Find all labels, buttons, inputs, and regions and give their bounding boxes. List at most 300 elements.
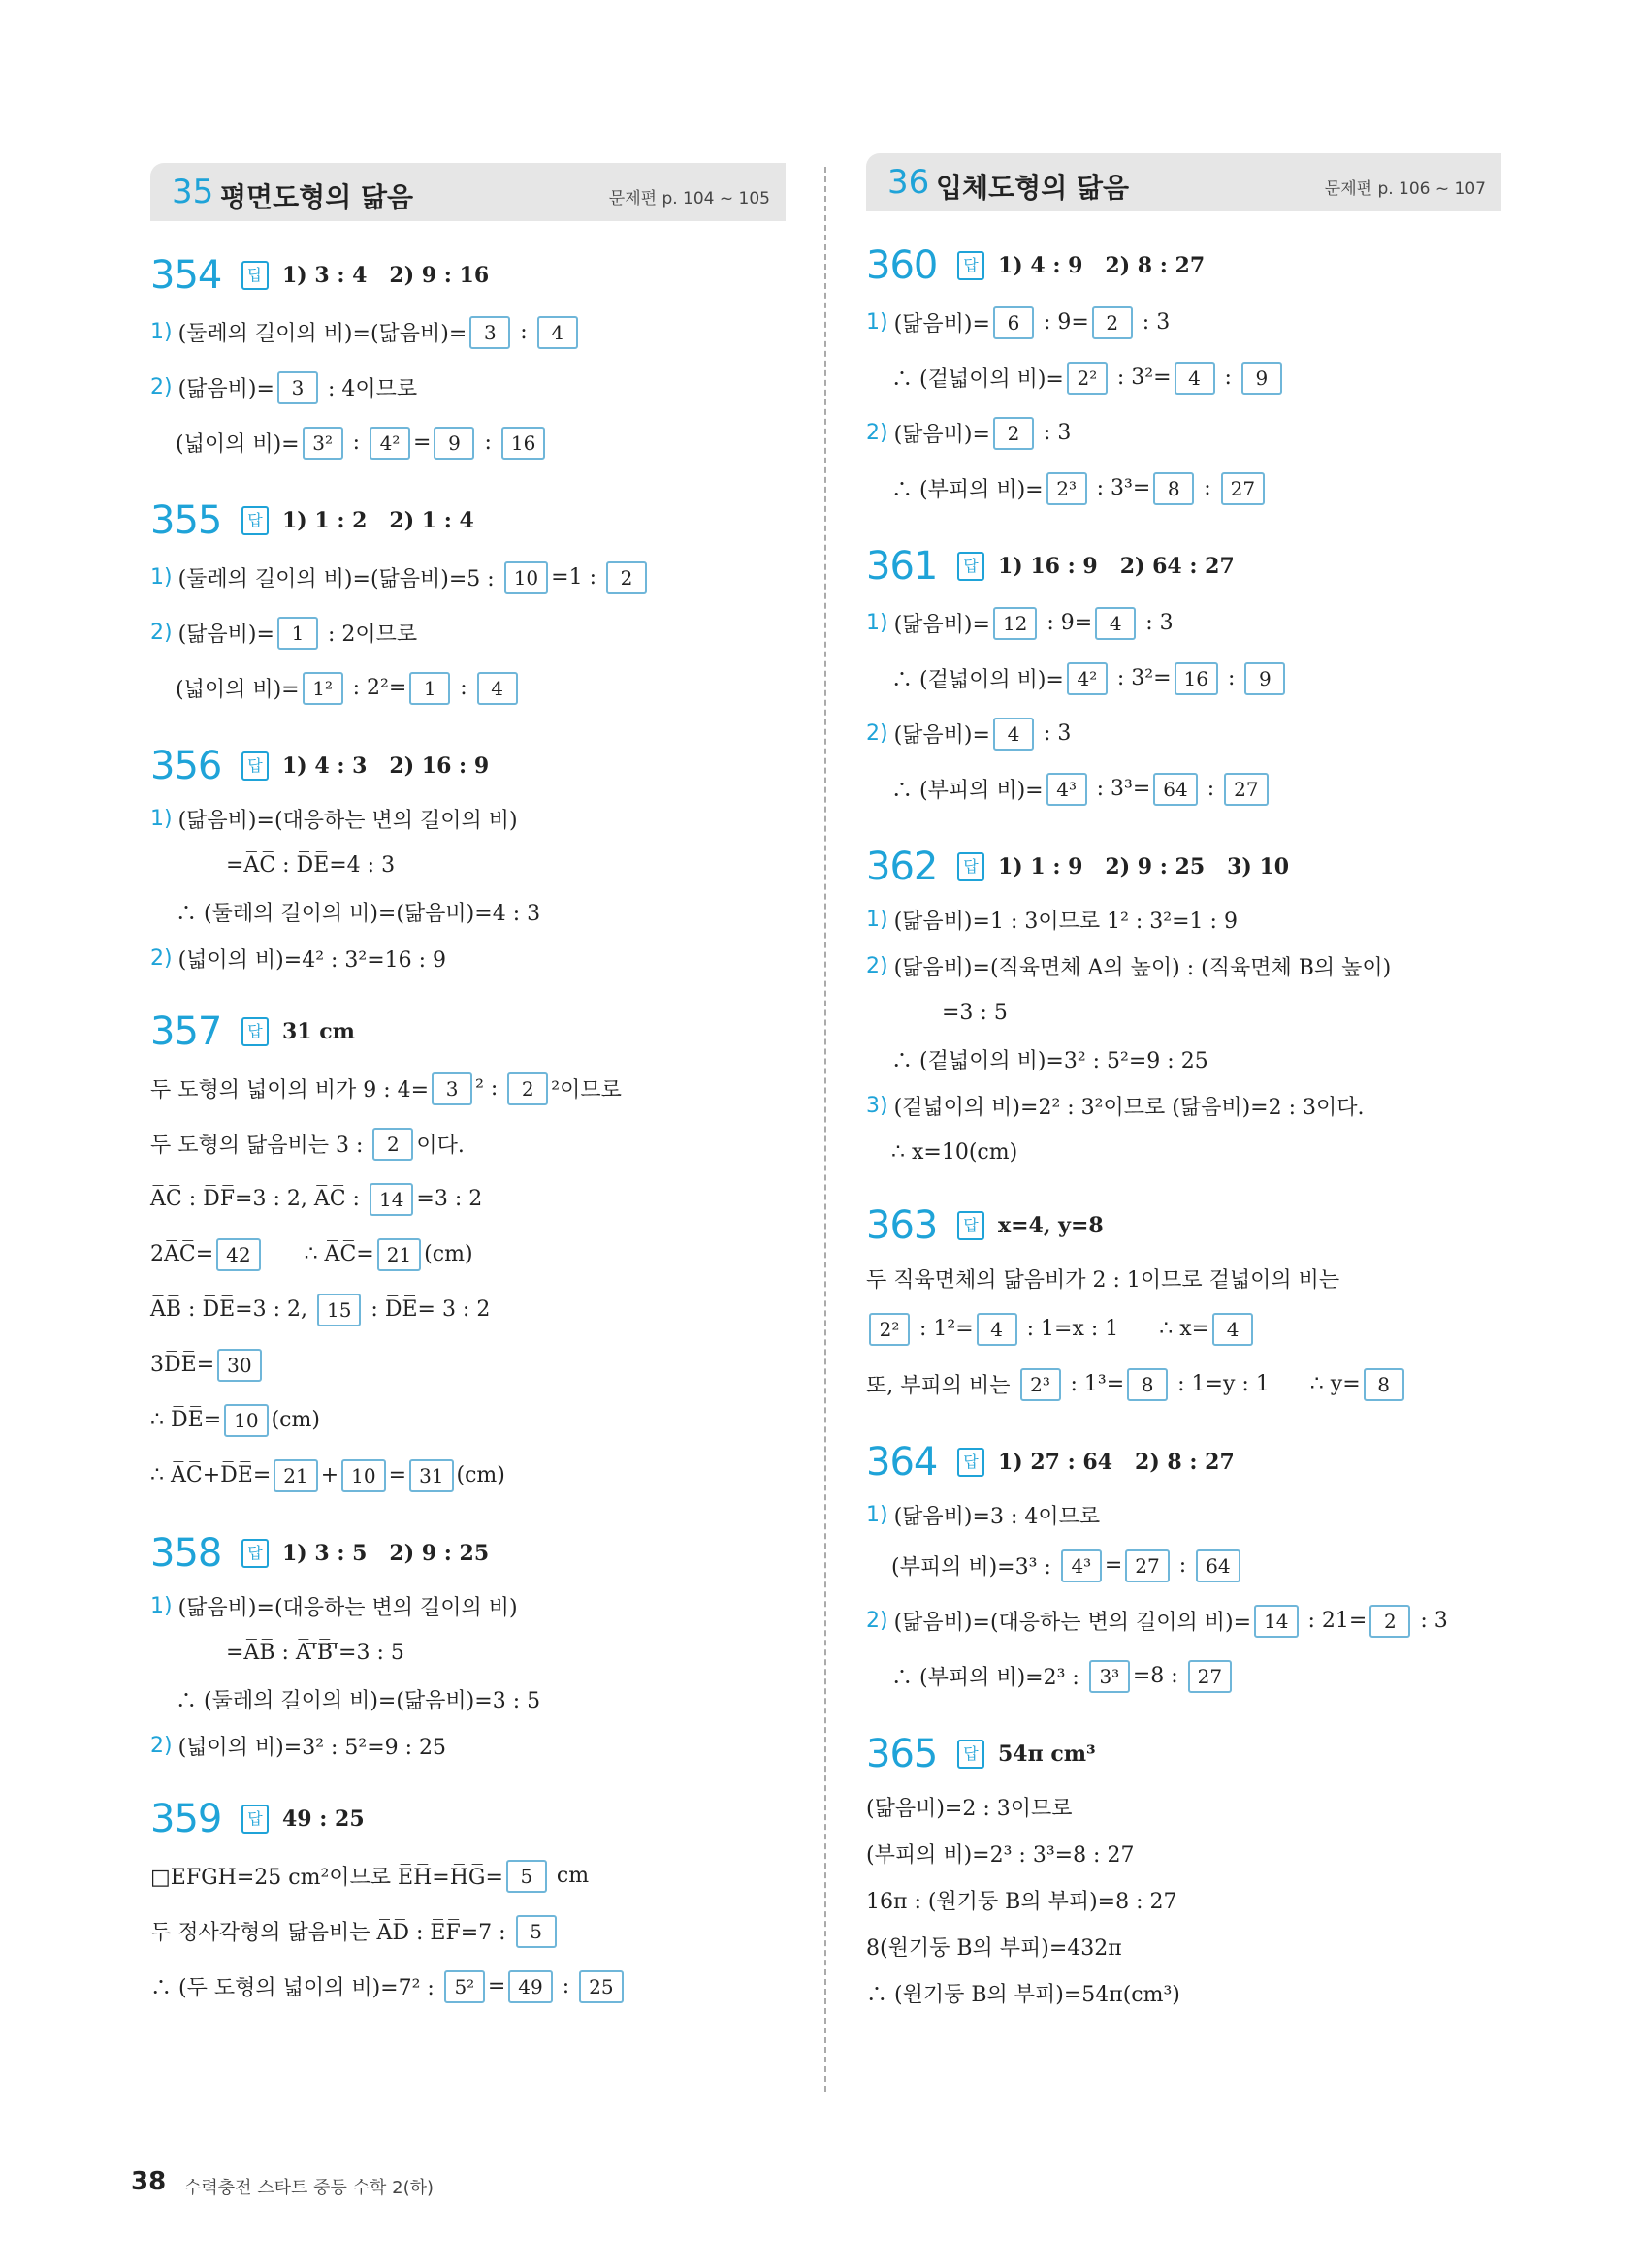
answer-badge: 답 bbox=[957, 251, 984, 280]
solution-line bbox=[866, 1876, 1501, 1923]
problem-361 bbox=[866, 537, 1501, 816]
solution-text: (닮음비)=3 : 4이므로 bbox=[893, 1504, 1101, 1529]
solution-line bbox=[150, 1848, 786, 1903]
solution-text: ² : bbox=[475, 1076, 505, 1101]
right-column bbox=[866, 163, 1501, 2037]
answer-box: 6 bbox=[993, 306, 1034, 339]
section-header-36 bbox=[866, 153, 1501, 211]
solution-line bbox=[150, 1676, 786, 1722]
solution-text: (닮음비)=2 : 3이므로 bbox=[866, 1796, 1073, 1821]
answer-box: 8 bbox=[1153, 472, 1194, 505]
answer-badge: 답 bbox=[241, 1805, 269, 1834]
answer-summary: 1) 1 : 2 2) 1 : 4 bbox=[282, 508, 474, 533]
answer-summary: 1) 4 : 3 2) 16 : 9 bbox=[282, 753, 490, 779]
solution-line bbox=[150, 1629, 786, 1676]
section-number: 36 bbox=[887, 163, 930, 202]
solution-line bbox=[150, 660, 786, 716]
sub-question-number: 1) bbox=[150, 320, 173, 344]
answer-summary: 1) 4 : 9 2) 8 : 27 bbox=[998, 253, 1206, 278]
solution-line bbox=[866, 295, 1501, 350]
solution-line bbox=[150, 360, 786, 415]
answer-box: 15 bbox=[317, 1294, 361, 1326]
problem-365 bbox=[866, 1725, 1501, 2016]
problem-356 bbox=[150, 737, 786, 981]
problem-364 bbox=[866, 1433, 1501, 1704]
solution-line bbox=[150, 1227, 786, 1282]
answer-box: 14 bbox=[370, 1183, 413, 1216]
answer-badge: 답 bbox=[957, 1211, 984, 1240]
solution-text: = bbox=[487, 1974, 506, 1998]
section-header-35 bbox=[150, 163, 786, 221]
solution-line bbox=[150, 842, 786, 888]
problem-354 bbox=[150, 246, 786, 470]
solution-text: : 1=x : 1 ∴ x= bbox=[1019, 1317, 1210, 1341]
solution-line bbox=[150, 1959, 786, 2014]
solution-text: =A̅B̅ : A̅'̅B̅'̅=3 : 5 bbox=[226, 1640, 404, 1665]
solution-text: (닮음비)=1 : 3이므로 1² : 3²=1 : 9 bbox=[893, 909, 1238, 934]
solution-text: (부피의 비)=3³ : bbox=[891, 1555, 1058, 1580]
solution-text: (겉넓이의 비)=2² : 3²이므로 (닮음비)=2 : 3이다. bbox=[893, 1095, 1365, 1120]
problem-header bbox=[150, 737, 786, 795]
solution-line bbox=[866, 1082, 1501, 1129]
answer-summary: 1) 3 : 5 2) 9 : 25 bbox=[282, 1541, 490, 1566]
sub-question-number: 2) bbox=[150, 1733, 173, 1758]
problem-header bbox=[866, 1433, 1501, 1491]
solution-text: =3 : 2 bbox=[416, 1187, 483, 1211]
answer-box: 2 bbox=[1369, 1605, 1410, 1638]
solution-text: ²이므로 bbox=[551, 1078, 622, 1102]
problem-number: 357 bbox=[150, 1009, 222, 1054]
sub-question-number: 2) bbox=[866, 721, 888, 746]
answer-badge: 답 bbox=[241, 1539, 269, 1568]
solution-text: (넓이의 비)= bbox=[176, 432, 300, 457]
solution-text: 두 도형의 넓이의 비가 9 : 4= bbox=[150, 1078, 430, 1102]
answer-box: 4 bbox=[1095, 607, 1136, 640]
sub-question-number: 1) bbox=[150, 1593, 173, 1618]
answer-box: 3² bbox=[303, 427, 343, 460]
section-title: 입체도형의 닮음 bbox=[936, 172, 1130, 204]
answer-badge: 답 bbox=[241, 751, 269, 781]
solution-text: (닮음비)= bbox=[893, 613, 990, 637]
solution-text: : bbox=[1217, 366, 1239, 390]
answer-box: 8 bbox=[1127, 1368, 1168, 1401]
sub-question-number: 3) bbox=[866, 1093, 888, 1118]
solution-text: : 1³= bbox=[1063, 1372, 1125, 1396]
answer-box: 4 bbox=[1175, 362, 1215, 395]
solution-line bbox=[150, 1282, 786, 1337]
problem-number: 356 bbox=[150, 744, 222, 788]
answer-box: 5² bbox=[444, 1970, 485, 2003]
answer-box: 5 bbox=[516, 1915, 557, 1948]
answer-box: 4³ bbox=[1046, 773, 1087, 806]
answer-badge: 답 bbox=[957, 852, 984, 881]
solution-line bbox=[150, 1582, 786, 1629]
solution-line bbox=[866, 989, 1501, 1036]
solution-text: =A̅C̅ : D̅E̅=4 : 3 bbox=[226, 852, 396, 878]
problem-number: 363 bbox=[866, 1203, 938, 1248]
solution-line bbox=[150, 888, 786, 935]
answer-box: 64 bbox=[1196, 1549, 1240, 1582]
solution-line bbox=[866, 1129, 1501, 1175]
section-reference: 문제편 p. 106 ~ 107 bbox=[1324, 179, 1486, 199]
answer-box: 4 bbox=[537, 316, 578, 349]
answer-box: 2 bbox=[993, 417, 1034, 450]
answer-summary: 54π cm³ bbox=[998, 1741, 1096, 1767]
solution-text: (둘레의 길이의 비)=(닮음비)= bbox=[177, 322, 467, 346]
problem-number: 354 bbox=[150, 253, 222, 298]
solution-text: 8(원기둥 B의 부피)=432π bbox=[866, 1935, 1122, 1961]
solution-text: : 3³= bbox=[1089, 777, 1151, 801]
answer-box: 4 bbox=[977, 1313, 1017, 1346]
problem-number: 355 bbox=[150, 498, 222, 543]
solution-text: (닮음비)= bbox=[177, 623, 274, 647]
solution-line bbox=[150, 1061, 786, 1116]
solution-text: : 1=y : 1 ∴ y= bbox=[1171, 1372, 1361, 1396]
answer-summary: 1) 1 : 9 2) 9 : 25 3) 10 bbox=[998, 854, 1290, 879]
solution-text: : bbox=[513, 320, 534, 344]
answer-box: 27 bbox=[1125, 1549, 1169, 1582]
answer-box: 3 bbox=[469, 316, 510, 349]
solution-text: ∴ (부피의 비)= bbox=[891, 478, 1044, 502]
problem-363 bbox=[866, 1197, 1501, 1412]
solution-text: 두 도형의 닮음비는 3 : bbox=[150, 1134, 370, 1158]
answer-summary: x=4, y=8 bbox=[998, 1213, 1104, 1238]
answer-box: 42 bbox=[216, 1238, 260, 1271]
solution-text: : 2이므로 bbox=[320, 623, 418, 647]
solution-text: : 3 bbox=[1135, 310, 1171, 335]
answer-summary: 31 cm bbox=[282, 1019, 355, 1044]
solution-text: 2A̅C̅= bbox=[150, 1242, 214, 1266]
answer-box: 27 bbox=[1221, 472, 1265, 505]
solution-text: : bbox=[555, 1974, 577, 1998]
solution-line bbox=[150, 1171, 786, 1227]
answer-badge: 답 bbox=[957, 552, 984, 581]
problem-header bbox=[150, 492, 786, 550]
problem-number: 361 bbox=[866, 544, 938, 589]
section-reference: 문제편 p. 104 ~ 105 bbox=[608, 189, 770, 208]
solution-text: (둘레의 길이의 비)=(닮음비)=5 : bbox=[177, 567, 501, 591]
solution-text: : 9= bbox=[1036, 310, 1089, 335]
problem-number: 362 bbox=[866, 845, 938, 889]
solution-line bbox=[866, 942, 1501, 989]
answer-box: 25 bbox=[579, 1970, 623, 2003]
solution-line bbox=[150, 1722, 786, 1769]
solution-line bbox=[150, 304, 786, 360]
answer-box: 2² bbox=[1067, 362, 1108, 395]
solution-text: ∴ (두 도형의 넓이의 비)=7² : bbox=[150, 1976, 441, 2000]
solution-text: : bbox=[1172, 1553, 1194, 1578]
answer-box: 31 bbox=[409, 1459, 453, 1492]
answer-box: 4 bbox=[1212, 1313, 1253, 1346]
answer-box: 4³ bbox=[1061, 1549, 1102, 1582]
solution-text: (닮음비)= bbox=[177, 377, 274, 401]
sub-question-number: 2) bbox=[866, 1609, 888, 1633]
answer-box: 2² bbox=[869, 1313, 910, 1346]
answer-box: 2 bbox=[507, 1072, 548, 1105]
solution-line bbox=[866, 761, 1501, 816]
solution-text: (닮음비)=(대응하는 변의 길이의 비) bbox=[177, 1595, 518, 1620]
answer-box: 10 bbox=[224, 1404, 268, 1437]
solution-text: = bbox=[388, 1463, 407, 1487]
solution-text: : bbox=[453, 676, 474, 700]
answer-box: 10 bbox=[504, 561, 548, 594]
solution-line bbox=[866, 1593, 1501, 1648]
answer-box: 12 bbox=[993, 607, 1037, 640]
answer-badge: 답 bbox=[957, 1740, 984, 1769]
solution-line bbox=[150, 605, 786, 660]
solution-text: 이다. bbox=[416, 1134, 465, 1158]
answer-box: 2³ bbox=[1046, 472, 1087, 505]
solution-text: □EFGH=25 cm²이므로 E̅H̅=H̅G̅= bbox=[150, 1866, 503, 1890]
problem-header bbox=[150, 1003, 786, 1061]
answer-box: 9 bbox=[434, 427, 474, 460]
solution-line bbox=[866, 706, 1501, 761]
solution-line bbox=[866, 461, 1501, 516]
solution-line bbox=[866, 350, 1501, 405]
solution-text: : 3 bbox=[1036, 421, 1072, 445]
solution-text: ∴ (둘레의 길이의 비)=(닮음비)=4 : 3 bbox=[176, 901, 541, 926]
section-title: 평면도형의 닮음 bbox=[220, 181, 414, 213]
sub-question-number: 2) bbox=[150, 945, 173, 971]
problem-359 bbox=[150, 1790, 786, 2014]
solution-text: (넓이의 비)=4² : 3²=16 : 9 bbox=[177, 947, 447, 973]
answer-badge: 답 bbox=[241, 1017, 269, 1046]
problem-355 bbox=[150, 492, 786, 716]
problem-number: 365 bbox=[866, 1732, 938, 1776]
sub-question-number: 2) bbox=[866, 421, 888, 445]
answer-summary: 1) 3 : 4 2) 9 : 16 bbox=[282, 263, 490, 288]
problem-362 bbox=[866, 838, 1501, 1175]
answer-box: 27 bbox=[1188, 1660, 1232, 1693]
solution-text: =8 : bbox=[1132, 1664, 1185, 1688]
problem-list bbox=[866, 237, 1501, 2016]
problem-header bbox=[866, 237, 1501, 295]
answer-box: 4 bbox=[993, 718, 1034, 751]
solution-line bbox=[866, 1036, 1501, 1082]
answer-box: 10 bbox=[341, 1459, 385, 1492]
answer-badge: 답 bbox=[957, 1448, 984, 1477]
sub-question-number: 1) bbox=[866, 907, 888, 932]
solution-text: ∴ D̅E̅= bbox=[150, 1408, 222, 1432]
answer-box: 1² bbox=[303, 672, 343, 705]
solution-text: ∴ x=10(cm) bbox=[891, 1139, 1018, 1165]
solution-text: (cm) bbox=[456, 1463, 505, 1487]
solution-text: : 3³= bbox=[1089, 476, 1151, 500]
solution-line bbox=[150, 935, 786, 981]
solution-text: ∴ (둘레의 길이의 비)=(닮음비)=3 : 5 bbox=[176, 1688, 541, 1713]
answer-box: 21 bbox=[274, 1459, 317, 1492]
answer-box: 2 bbox=[606, 561, 647, 594]
answer-box: 1 bbox=[277, 617, 318, 650]
answer-box: 2 bbox=[372, 1128, 413, 1161]
answer-box: 4² bbox=[1067, 662, 1108, 695]
solution-text: 두 직육면체의 닮음비가 2 : 1이므로 겉넓이의 비는 bbox=[866, 1267, 1340, 1293]
solution-line bbox=[150, 550, 786, 605]
solution-text: : 9= bbox=[1040, 611, 1093, 635]
solution-line bbox=[866, 1357, 1501, 1412]
sub-question-number: 1) bbox=[866, 611, 888, 635]
solution-text: : bbox=[1197, 476, 1218, 500]
solution-text: ∴ A̅C̅= bbox=[263, 1242, 374, 1266]
solution-text: (cm) bbox=[271, 1408, 320, 1432]
problem-number: 364 bbox=[866, 1440, 938, 1485]
problem-list bbox=[150, 246, 786, 2014]
problem-357 bbox=[150, 1003, 786, 1503]
section-number: 35 bbox=[172, 173, 214, 211]
problem-header bbox=[150, 1524, 786, 1582]
problem-header bbox=[866, 838, 1501, 896]
sub-question-number: 1) bbox=[866, 310, 888, 335]
problem-header bbox=[150, 246, 786, 304]
solution-line bbox=[866, 1969, 1501, 2016]
solution-line bbox=[150, 1903, 786, 1959]
solution-text: : D̅E̅= 3 : 2 bbox=[364, 1297, 491, 1322]
solution-text: (닮음비)=(대응하는 변의 길이의 비)= bbox=[893, 1611, 1252, 1635]
solution-text: ∴ (겉넓이의 비)= bbox=[891, 668, 1064, 692]
answer-box: 16 bbox=[1175, 662, 1218, 695]
answer-box: 49 bbox=[508, 1970, 552, 2003]
answer-box: 21 bbox=[377, 1238, 421, 1271]
sub-question-number: 1) bbox=[150, 565, 173, 590]
solution-text: : 21= bbox=[1301, 1609, 1368, 1633]
problem-358 bbox=[150, 1524, 786, 1769]
solution-text: + bbox=[320, 1463, 339, 1487]
problem-header bbox=[866, 537, 1501, 595]
problem-header bbox=[866, 1197, 1501, 1255]
column-divider bbox=[824, 167, 826, 2092]
solution-line bbox=[866, 651, 1501, 706]
answer-box: 2³ bbox=[1020, 1368, 1061, 1401]
solution-text: : 3²= bbox=[1110, 666, 1172, 690]
solution-text: : 3 bbox=[1036, 721, 1072, 746]
solution-text: cm bbox=[549, 1864, 590, 1888]
sub-question-number: 2) bbox=[150, 375, 173, 399]
problem-360 bbox=[866, 237, 1501, 516]
answer-summary: 1) 27 : 64 2) 8 : 27 bbox=[998, 1450, 1235, 1475]
solution-text: (닮음비)=(직육면체 A의 높이) : (직육면체 B의 높이) bbox=[893, 955, 1392, 980]
answer-box: 8 bbox=[1364, 1368, 1404, 1401]
answer-box: 9 bbox=[1244, 662, 1285, 695]
solution-text: : 2²= bbox=[345, 676, 407, 700]
solution-text: : 3 bbox=[1139, 611, 1174, 635]
solution-text: 또, 부피의 비는 bbox=[866, 1374, 1017, 1398]
solution-line bbox=[866, 1648, 1501, 1704]
solution-text: : 1²= bbox=[913, 1317, 974, 1341]
book-title: 수력충전 스타트 중등 수학 2(하) bbox=[184, 2178, 435, 2198]
answer-badge: 답 bbox=[241, 261, 269, 290]
solution-text: : bbox=[477, 431, 499, 455]
answer-box: 3 bbox=[432, 1072, 472, 1105]
solution-text: 3D̅E̅= bbox=[150, 1353, 215, 1377]
problem-header bbox=[150, 1790, 786, 1848]
answer-box: 5 bbox=[506, 1860, 547, 1893]
solution-text: =3 : 5 bbox=[942, 1000, 1008, 1025]
answer-box: 1 bbox=[409, 672, 450, 705]
problem-number: 358 bbox=[150, 1531, 222, 1576]
solution-line bbox=[866, 1538, 1501, 1593]
solution-line bbox=[150, 795, 786, 842]
sub-question-number: 2) bbox=[150, 621, 173, 645]
answer-box: 30 bbox=[217, 1349, 261, 1382]
answer-box: 3³ bbox=[1089, 1660, 1130, 1693]
solution-line bbox=[866, 1491, 1501, 1538]
page-number: 38 bbox=[131, 2167, 167, 2196]
solution-text: A̅C̅ : D̅F̅=3 : 2, A̅C̅ : bbox=[150, 1187, 367, 1211]
answer-box: 27 bbox=[1224, 773, 1268, 806]
solution-line bbox=[150, 1116, 786, 1171]
solution-text: ∴ (원기둥 B의 부피)=54π(cm³) bbox=[866, 1982, 1180, 2007]
solution-line bbox=[866, 896, 1501, 942]
solution-text: : bbox=[1200, 777, 1222, 801]
solution-text: ∴ (겉넓이의 비)=3² : 5²=9 : 25 bbox=[891, 1048, 1208, 1073]
solution-text: =1 : bbox=[551, 565, 603, 590]
sub-question-number: 1) bbox=[866, 1502, 888, 1527]
solution-text: ∴ (겉넓이의 비)= bbox=[891, 367, 1064, 392]
answer-box: 14 bbox=[1254, 1605, 1298, 1638]
solution-line bbox=[866, 595, 1501, 651]
solution-line bbox=[866, 405, 1501, 461]
solution-text: = bbox=[1104, 1553, 1123, 1578]
solution-text: (닮음비)= bbox=[893, 723, 990, 748]
left-column bbox=[150, 163, 786, 2035]
solution-text: (cm) bbox=[424, 1242, 473, 1266]
solution-line bbox=[866, 1923, 1501, 1969]
solution-text: 16π : (원기둥 B의 부피)=8 : 27 bbox=[866, 1889, 1177, 1914]
solution-text: ∴ (부피의 비)=2³ : bbox=[891, 1666, 1086, 1690]
answer-box: 4² bbox=[370, 427, 410, 460]
solution-text: A̅B̅ : D̅E̅=3 : 2, bbox=[150, 1297, 314, 1322]
answer-box: 9 bbox=[1241, 362, 1282, 395]
solution-line bbox=[150, 1392, 786, 1448]
solution-line bbox=[150, 415, 786, 470]
solution-text: ∴ (부피의 비)= bbox=[891, 779, 1044, 803]
answer-box: 2 bbox=[1092, 306, 1133, 339]
solution-line bbox=[150, 1337, 786, 1392]
solution-text: (닮음비)= bbox=[893, 423, 990, 447]
solution-text: (닮음비)= bbox=[893, 312, 990, 336]
answer-box: 3 bbox=[277, 371, 318, 404]
problem-number: 359 bbox=[150, 1797, 222, 1841]
solution-text: 두 정사각형의 닮음비는 A̅D̅ : E̅F̅=7 : bbox=[150, 1921, 513, 1945]
answer-box: 64 bbox=[1153, 773, 1197, 806]
answer-summary: 1) 16 : 9 2) 64 : 27 bbox=[998, 554, 1235, 579]
answer-badge: 답 bbox=[241, 506, 269, 535]
solution-text: : 3 bbox=[1413, 1609, 1448, 1633]
solution-line bbox=[150, 1448, 786, 1503]
solution-text: = bbox=[413, 431, 432, 455]
solution-text: ∴ A̅C̅+D̅E̅= bbox=[150, 1463, 272, 1487]
solution-text: : 3²= bbox=[1110, 366, 1172, 390]
solution-text: (넓이의 비)= bbox=[176, 678, 300, 702]
solution-text: : bbox=[1220, 666, 1242, 690]
solution-text: (넓이의 비)=3² : 5²=9 : 25 bbox=[177, 1735, 447, 1760]
solution-text: : 4이므로 bbox=[320, 377, 418, 401]
solution-line bbox=[866, 1830, 1501, 1876]
solution-text: (부피의 비)=2³ : 3³=8 : 27 bbox=[866, 1842, 1135, 1868]
solution-line bbox=[866, 1783, 1501, 1830]
solution-line bbox=[866, 1255, 1501, 1301]
sub-question-number: 1) bbox=[150, 806, 173, 831]
problem-header bbox=[866, 1725, 1501, 1783]
solution-line bbox=[866, 1301, 1501, 1357]
solution-text: (닮음비)=(대응하는 변의 길이의 비) bbox=[177, 808, 518, 833]
problem-number: 360 bbox=[866, 243, 938, 288]
sub-question-number: 2) bbox=[866, 953, 888, 978]
answer-box: 16 bbox=[501, 427, 545, 460]
solution-text: : bbox=[345, 431, 368, 455]
answer-summary: 49 : 25 bbox=[282, 1806, 365, 1832]
answer-box: 4 bbox=[477, 672, 518, 705]
